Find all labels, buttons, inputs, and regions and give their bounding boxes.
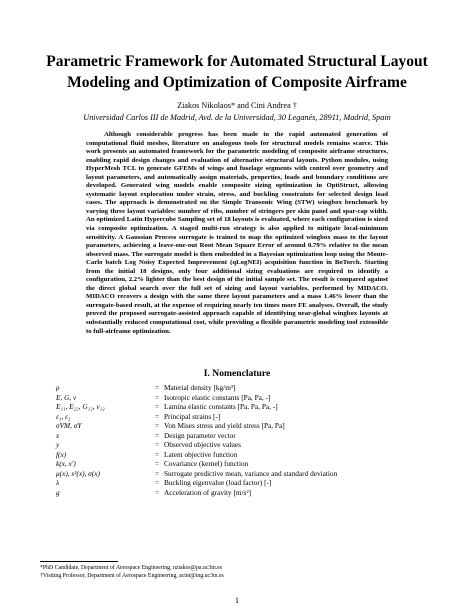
paper-title bbox=[40, 51, 434, 93]
nomenclature-equals: = bbox=[154, 440, 160, 449]
nomenclature-row bbox=[56, 440, 436, 450]
nomenclature-description: Acceleration of gravity [m/s²] bbox=[164, 487, 252, 497]
nomenclature-description: Material density [kg/m³] bbox=[164, 383, 236, 392]
nomenclature-row bbox=[56, 421, 436, 431]
nomenclature-equals: = bbox=[154, 449, 160, 459]
nomenclature-description: Observed objective values bbox=[164, 440, 241, 449]
nomenclature-row bbox=[56, 469, 436, 479]
nomenclature-row bbox=[56, 488, 436, 498]
title-line-2: Modeling and Optimization of Composite Airframe bbox=[67, 74, 407, 91]
title-line-1: Parametric Framework for Automated Structural Layout bbox=[46, 53, 428, 70]
nomenclature-row bbox=[56, 450, 436, 460]
nomenclature-symbol: λ bbox=[56, 478, 60, 487]
nomenclature-symbol: σVM, σY bbox=[56, 421, 82, 430]
nomenclature-symbol: g bbox=[56, 487, 60, 497]
nomenclature-description: Latent objective function bbox=[164, 449, 238, 459]
nomenclature-equals: = bbox=[154, 430, 160, 440]
nomenclature-symbol: E₁₁, E₂₂, G₁₂, ν₁₂ bbox=[56, 402, 105, 411]
nomenclature-row bbox=[56, 412, 436, 422]
nomenclature-symbol: ρ bbox=[56, 383, 60, 392]
nomenclature-symbol: μ(x), s²(x), σ(x) bbox=[56, 468, 100, 478]
footnote-divider bbox=[40, 561, 118, 562]
nomenclature-equals: = bbox=[154, 478, 160, 487]
nomenclature-description: Design parameter vector bbox=[164, 430, 236, 440]
nomenclature-description: Isotropic elastic constants [Pa, Pa, -] bbox=[164, 392, 271, 402]
nomenclature-equals: = bbox=[154, 383, 160, 392]
authors: Ziakos Nikolaos* and Cini Andrea † bbox=[177, 101, 297, 110]
nomenclature-list bbox=[56, 383, 436, 497]
affiliation: Universidad Carlos III de Madrid, Avd. de la Universidad, 30 Leganés, 28911, Madrid, Spain bbox=[83, 113, 391, 122]
abstract: Although considerable progress has been made in the rapid automated generation of computational fluid meshes, literature on analogous tools for structural models remains scarce. This work presents an automated framework for the parametric modeling of composite airframe structures, enabling rapid design changes and evaluation of alternative structural layouts. Python modules, using HyperMesh TCL to generate GFEMs of wings and fuselage segments with control over geometry and layout parameters, and automatically assign materials, properties, loads and boundary conditions are developed. Generated wing models enable composite sizing optimization in OptiStruct, allowing systematic layout exploration under strain, stress, and buckling constraints for selected design load cases. The approach is demonstrated on the Simple Transonic Wing (STW) wingbox benchmark by varying three layout variables: number of ribs, number of stringers per skin panel and spar-cap width. An optimized Latin Hypercube Sampling set of 18 layouts is evaluated, where each configuration is sized via composite optimization. A staged multi-run strategy is also applied to mitigate local-minimum sensitivity. A Gaussian Process surrogate is trained to map the optimized wingbox mass to the layout parameters, achieving a leave-one-out Root Mean Square Error of around 0.79% relative to the mean observed mass. The surrogate model is then embedded in a Bayesian optimization loop using the Monte-Carlo batch Log Noisy Expected Improvement (qLogNEI) acquisition function in BoTorch. Starting from the initial 18 designs, only four additional sizing evaluations are required to identify a configuration, 2.2% lighter than the best design of the initial sample set. The result is compared against the direct global search over the full set of sizing and layout variables, performed by MIDACO. MIDACO recovers a design with the same three layout parameters and a mass 1.46% lower than the surrogate-based result, at the expense of requiring nearly ten times more FE analyses. Overall, the study proved the proposed surrogate-assisted approach capable of identifying near-global wingbox layouts at substantially reduced computational cost, while providing a flexible parametric modeling tool extensible to full-airframe optimization. bbox=[86, 131, 388, 335]
section-heading-nomenclature: I. Nomenclature bbox=[203, 368, 271, 379]
nomenclature-equals: = bbox=[154, 402, 160, 411]
footnote-author-2: †Visiting Professor, Department of Aerospace Engineering, acini@ing.uc3m.es bbox=[40, 573, 224, 579]
nomenclature-symbol: f(x) bbox=[56, 449, 67, 459]
nomenclature-symbol: y bbox=[56, 440, 60, 449]
nomenclature-symbol: ε₁, ε₂ bbox=[56, 411, 71, 421]
nomenclature-equals: = bbox=[154, 392, 160, 402]
nomenclature-equals: = bbox=[154, 459, 160, 468]
nomenclature-equals: = bbox=[154, 487, 160, 497]
nomenclature-row bbox=[56, 402, 436, 412]
footnote-author-1: *PhD Candidate, Department of Aerospace Engineering, nziakos@pa.uc3m.es bbox=[40, 565, 223, 571]
nomenclature-description: Von Mises stress and yield stress [Pa, Pa] bbox=[164, 421, 285, 430]
nomenclature-description: Lamina elastic constants [Pa, Pa, Pa, -] bbox=[164, 402, 278, 411]
nomenclature-row bbox=[56, 383, 436, 393]
nomenclature-description: Covariance (kernel) function bbox=[164, 459, 249, 468]
nomenclature-equals: = bbox=[154, 421, 160, 430]
nomenclature-symbol: x bbox=[56, 430, 60, 440]
nomenclature-description: Buckling eigenvalue (load factor) [-] bbox=[164, 478, 272, 487]
nomenclature-row bbox=[56, 459, 436, 469]
nomenclature-row bbox=[56, 431, 436, 441]
nomenclature-equals: = bbox=[154, 468, 160, 478]
nomenclature-description: Surrogate predictive mean, variance and standard deviation bbox=[164, 468, 338, 478]
nomenclature-symbol: E, G, ν bbox=[56, 392, 77, 402]
nomenclature-symbol: k(x, x′) bbox=[56, 459, 76, 468]
nomenclature-equals: = bbox=[154, 411, 160, 421]
nomenclature-description: Principal strains [-] bbox=[164, 411, 221, 421]
page-number: 1 bbox=[235, 596, 239, 605]
nomenclature-row bbox=[56, 393, 436, 403]
nomenclature-row bbox=[56, 478, 436, 488]
